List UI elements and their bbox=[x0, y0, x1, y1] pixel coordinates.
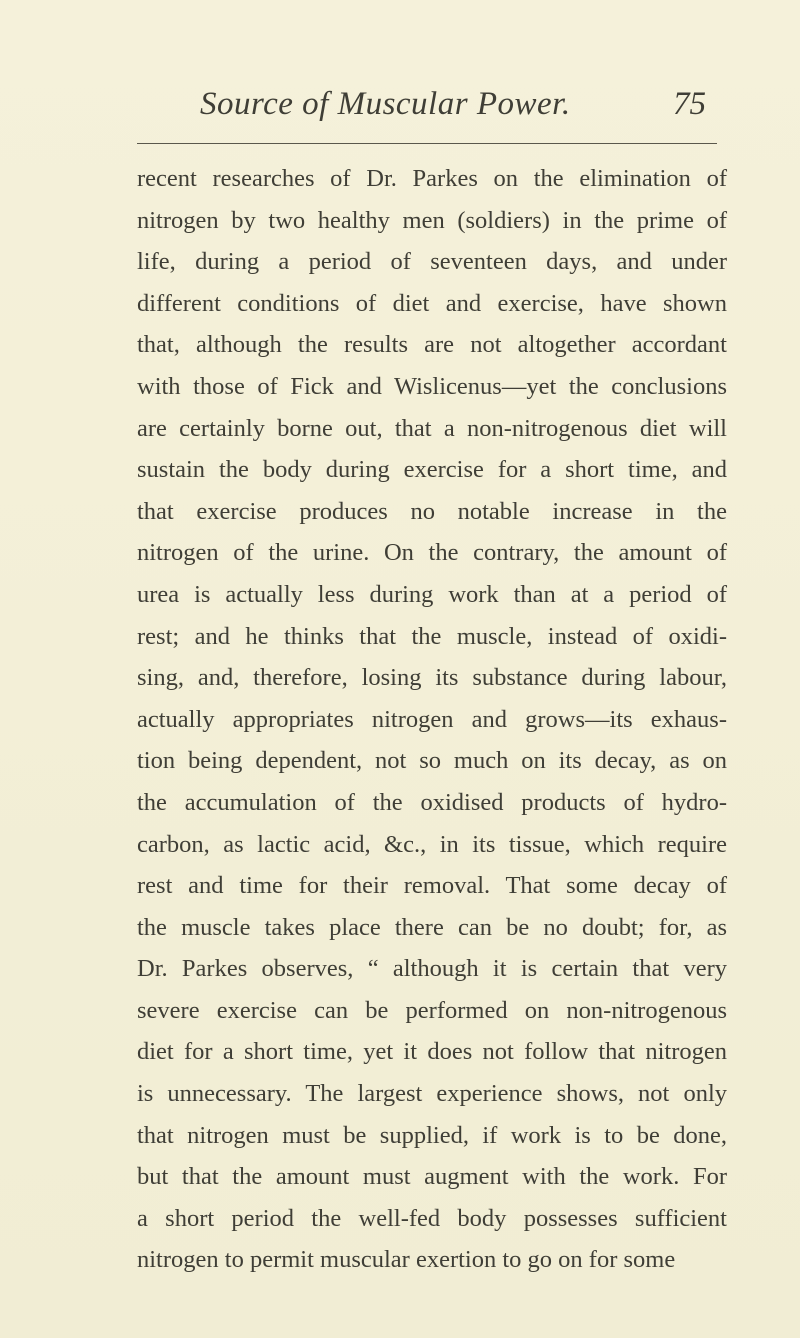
body-paragraph bbox=[137, 158, 727, 1281]
text-line: nitrogen to permit muscular exertion to go on for some bbox=[137, 1246, 676, 1274]
text-line: is unnecessary. The largest experience shows, not only bbox=[137, 1080, 727, 1108]
text-line: carbon, as lactic acid, &c., in its tissue, which require bbox=[137, 830, 727, 858]
text-line: that nitrogen must be supplied, if work is to be done, bbox=[137, 1121, 727, 1149]
text-line: sustain the body during exercise for a short time, and bbox=[137, 456, 727, 484]
text-line: that exercise produces no notable increase in the bbox=[137, 497, 727, 525]
text-line: sing, and, therefore, losing its substance during labour, bbox=[137, 664, 727, 692]
header-rule bbox=[137, 143, 717, 144]
text-line: rest and time for their removal. That some decay of bbox=[137, 872, 727, 900]
text-line: Dr. Parkes observes, “ although it is certain that very bbox=[137, 955, 727, 983]
text-line: a short period the well-fed body possesses sufficient bbox=[137, 1204, 727, 1232]
text-line: different conditions of diet and exercise, have shown bbox=[137, 289, 727, 317]
text-line: tion being dependent, not so much on its decay, as on bbox=[137, 747, 727, 775]
text-line: severe exercise can be performed on non-nitrogenous bbox=[137, 996, 727, 1024]
text-line: that, although the results are not altogether accordant bbox=[137, 331, 727, 359]
text-line: nitrogen by two healthy men (soldiers) in the prime of bbox=[137, 206, 727, 234]
text-line: diet for a short time, yet it does not follow that nitrogen bbox=[137, 1038, 727, 1066]
text-line: life, during a period of seventeen days, and under bbox=[137, 248, 727, 276]
text-line: are certainly borne out, that a non-nitrogenous diet will bbox=[137, 414, 727, 442]
text-line: with those of Fick and Wislicenus—yet the conclusions bbox=[137, 372, 727, 400]
text-line: nitrogen of the urine. On the contrary, the amount of bbox=[137, 539, 727, 567]
running-head bbox=[0, 86, 800, 130]
text-line: the muscle takes place there can be no doubt; for, as bbox=[137, 913, 727, 941]
text-line: urea is actually less during work than at a period of bbox=[137, 580, 727, 608]
running-title: Source of Muscular Power. bbox=[200, 86, 571, 122]
text-line: the accumulation of the oxidised products of hydro- bbox=[137, 788, 727, 816]
page-number: 75 bbox=[673, 86, 706, 122]
text-line: recent researches of Dr. Parkes on the elimination of bbox=[137, 165, 727, 192]
text-line: actually appropriates nitrogen and grows—its exhaus- bbox=[137, 705, 727, 733]
text-line: but that the amount must augment with the work. For bbox=[137, 1163, 727, 1191]
text-line: rest; and he thinks that the muscle, instead of oxidi- bbox=[137, 622, 727, 650]
